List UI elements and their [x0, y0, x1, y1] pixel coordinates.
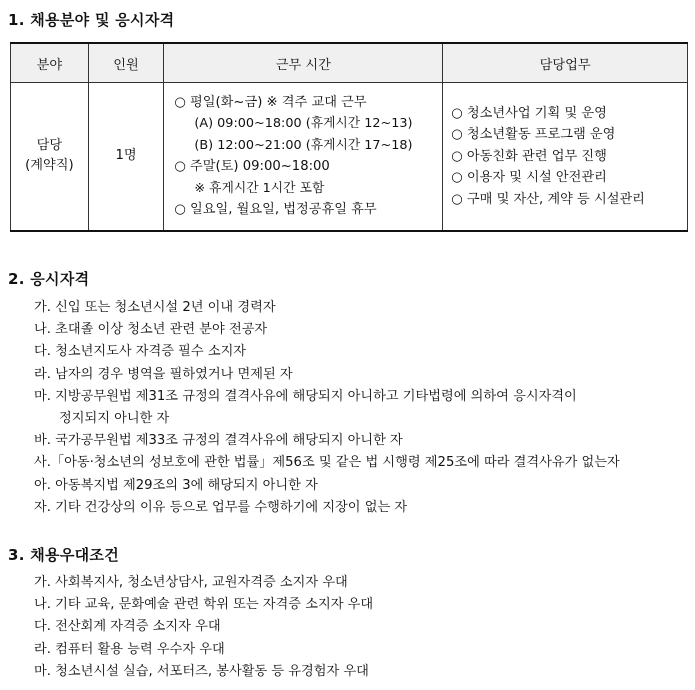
list-item: 나. 초대졸 이상 청소년 관련 분야 전공자 — [34, 322, 268, 338]
hours-line: ○ 평일(화~금) ※ 격주 교대 근무 — [174, 94, 367, 110]
field-cell — [11, 83, 89, 231]
list-item: 라. 남자의 경우 병역을 필하였거나 면제된 자 — [34, 366, 293, 382]
list-item: 가. 신입 또는 청소년시설 2년 이내 경력자 — [34, 300, 276, 315]
recruitment-table — [10, 42, 688, 232]
duty-item: ○ 청소년사업 기획 및 운영 — [451, 105, 607, 121]
hours-cell — [164, 83, 443, 231]
list-item: 라. 컴퓨터 활용 능력 우수자 우대 — [34, 641, 225, 657]
list-item: 나. 기타 교육, 문화예술 관련 학위 또는 자격증 소지자 우대 — [34, 597, 374, 613]
headcount-cell: 1명 — [88, 83, 164, 231]
table-header-row — [11, 43, 688, 83]
header-headcount: 인원 — [88, 43, 164, 83]
field-type: (계약직) — [25, 158, 74, 174]
list-item: 가. 사회복지사, 청소년상담사, 교원자격증 소지자 우대 — [34, 575, 348, 590]
hours-line: ○ 일요일, 월요일, 법정공휴일 휴무 — [174, 202, 377, 218]
hours-line: ○ 주말(토) 09:00~18:00 — [174, 159, 330, 175]
list-item: 바. 국가공무원법 제33조 규정의 결격사유에 해당되지 아니한 자 — [34, 433, 403, 449]
list-item: 사.「아동·청소년의 성보호에 관한 법률」제56조 및 같은 법 시행령 제25조에 따라 결격사유가 없는자 — [34, 455, 620, 471]
list-item: 자. 기타 건강상의 이유 등으로 업무를 수행하기에 지장이 없는 자 — [34, 499, 408, 515]
duty-item: ○ 이용자 및 시설 안전관리 — [451, 170, 607, 185]
list-item: 마. 청소년시설 실습, 서포터즈, 봉사활동 등 유경험자 우대 — [34, 663, 369, 679]
section-3-title: 3. 채용우대조건 — [8, 546, 119, 564]
header-hours: 근무 시간 — [164, 43, 443, 83]
header-duties: 담당업무 — [443, 43, 688, 83]
hours-line: (A) 09:00~18:00 (휴게시간 12~13) — [194, 116, 413, 132]
table-row — [11, 83, 688, 231]
header-field: 분야 — [11, 43, 89, 83]
duty-item: ○ 청소년활동 프로그램 운영 — [451, 127, 616, 142]
section-1-title: 1. 채용분야 및 응시자격 — [8, 11, 175, 29]
duties-cell — [443, 83, 688, 231]
duty-item: ○ 구매 및 자산, 계약 등 시설관리 — [451, 191, 645, 207]
qualification-list — [34, 297, 620, 519]
list-item: 마. 지방공무원법 제31조 규정의 결격사유에 해당되지 아니하고 기타법령에 의하여 응시자격이 — [34, 388, 577, 404]
list-item: 아. 아동복지법 제29조의 3에 해당되지 아니한 자 — [34, 477, 318, 493]
hours-line: ※ 휴게시간 1시간 포함 — [194, 180, 325, 196]
hours-line: (B) 12:00~21:00 (휴게시간 17~18) — [194, 137, 413, 153]
list-item: 다. 전산회계 자격증 소지자 우대 — [34, 619, 221, 635]
list-item: 다. 청소년지도사 자격증 필수 소지자 — [34, 344, 247, 360]
field-label: 담당 — [36, 138, 63, 154]
duty-item: ○ 아동친화 관련 업무 진행 — [451, 148, 607, 164]
preference-list — [34, 572, 373, 683]
section-2-title: 2. 응시자격 — [8, 270, 90, 288]
list-item-continuation: 정지되지 아니한 자 — [59, 410, 170, 426]
